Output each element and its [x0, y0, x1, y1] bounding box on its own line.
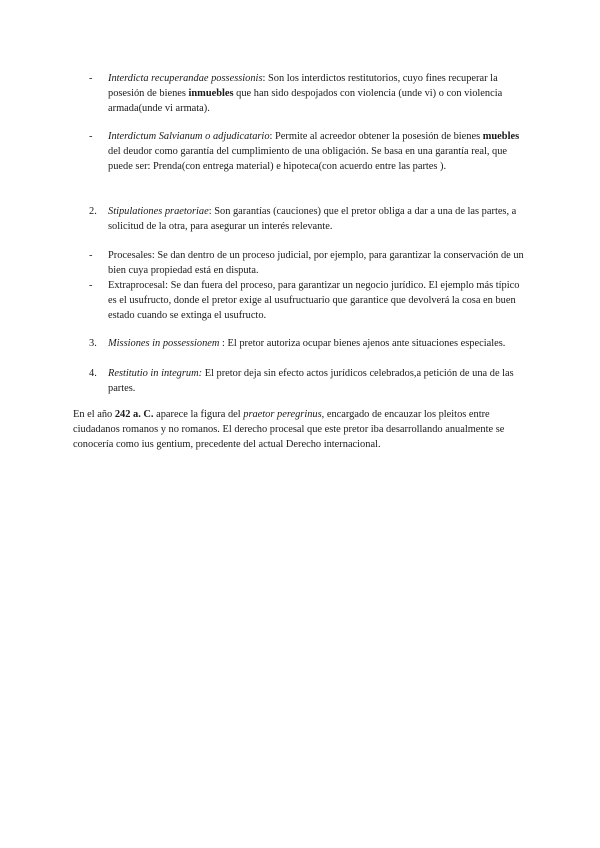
term: Interdictum Salvianum o adjudicatario [108, 131, 270, 142]
year: 242 a. C. [114, 409, 154, 420]
list-number: 2. [89, 206, 97, 217]
interdicta-recuperandae-paragraph: Interdicta recuperandae possessionis: Son los interdictos restitutorios, cuyo fines recuperar la posesión de bienes inmuebles que han sido despojados con violencia (unde vi) o con violencia armada(unde vi armata). [108, 73, 503, 114]
term: Restitutio in integrum: [108, 368, 203, 379]
term: Stipulationes praetoriae [108, 206, 209, 217]
interdictum-salvianum-paragraph: Interdictum Salvianum o adjudicatario: Permite al acreedor obtener la posesión de bienes muebles del deudor como garantía del cumplimiento de una obligación. Se basa en una garantía real, que puede ser: Prenda(con entrega material) e hipoteca(con acuerdo entre las partes ). [108, 131, 520, 172]
stipulationes-paragraph: Stipulationes praetoriae: Son garantías (cauciones) que el pretor obliga a dar a una de las partes, a solicitud de la otra, para asegurar un interés relevante. [108, 206, 517, 232]
term: Missiones in possessionem [108, 338, 220, 349]
closing-paragraph: En el año 242 a. C. aparece la figura del praetor peregrinus, encargado de encauzar los pleitos entre ciudadanos romanos y no romanos. El derecho procesal que este pretor iba desarrollando anualmente se conocería como ius gentium, precedente del actual Derecho internacional. [73, 409, 505, 450]
bullet-marker: - [89, 131, 93, 142]
bullet-marker: - [89, 73, 93, 84]
emphasis: muebles [482, 131, 520, 142]
extraprocesal-paragraph: Extraprocesal: Se dan fuera del proceso, para garantizar un negocio jurídico. El ejemplo más típico es el usufructo, donde el pretor exige al usufructuario que garantice que devolverá la cosa en buen estado cuando se extinga el usufructo. [108, 280, 520, 321]
list-number: 3. [89, 338, 97, 349]
bullet-marker: - [89, 250, 93, 261]
emphasis: inmuebles [188, 88, 234, 99]
restitutio-paragraph: Restitutio in integrum: El pretor deja sin efecto actos jurídicos celebrados,a petición de una de las partes. [108, 368, 514, 394]
list-number: 4. [89, 368, 97, 379]
term: praetor peregrinus [243, 409, 322, 420]
bullet-marker: - [89, 280, 93, 291]
missiones-paragraph: Missiones in possessionem : El pretor autoriza ocupar bienes ajenos ante situaciones especiales. [108, 338, 506, 349]
procesales-paragraph: Procesales: Se dan dentro de un proceso judicial, por ejemplo, para garantizar la conservación de un bien cuya propiedad está en disputa. [108, 250, 524, 276]
term: Interdicta recuperandae possessionis [108, 73, 263, 84]
